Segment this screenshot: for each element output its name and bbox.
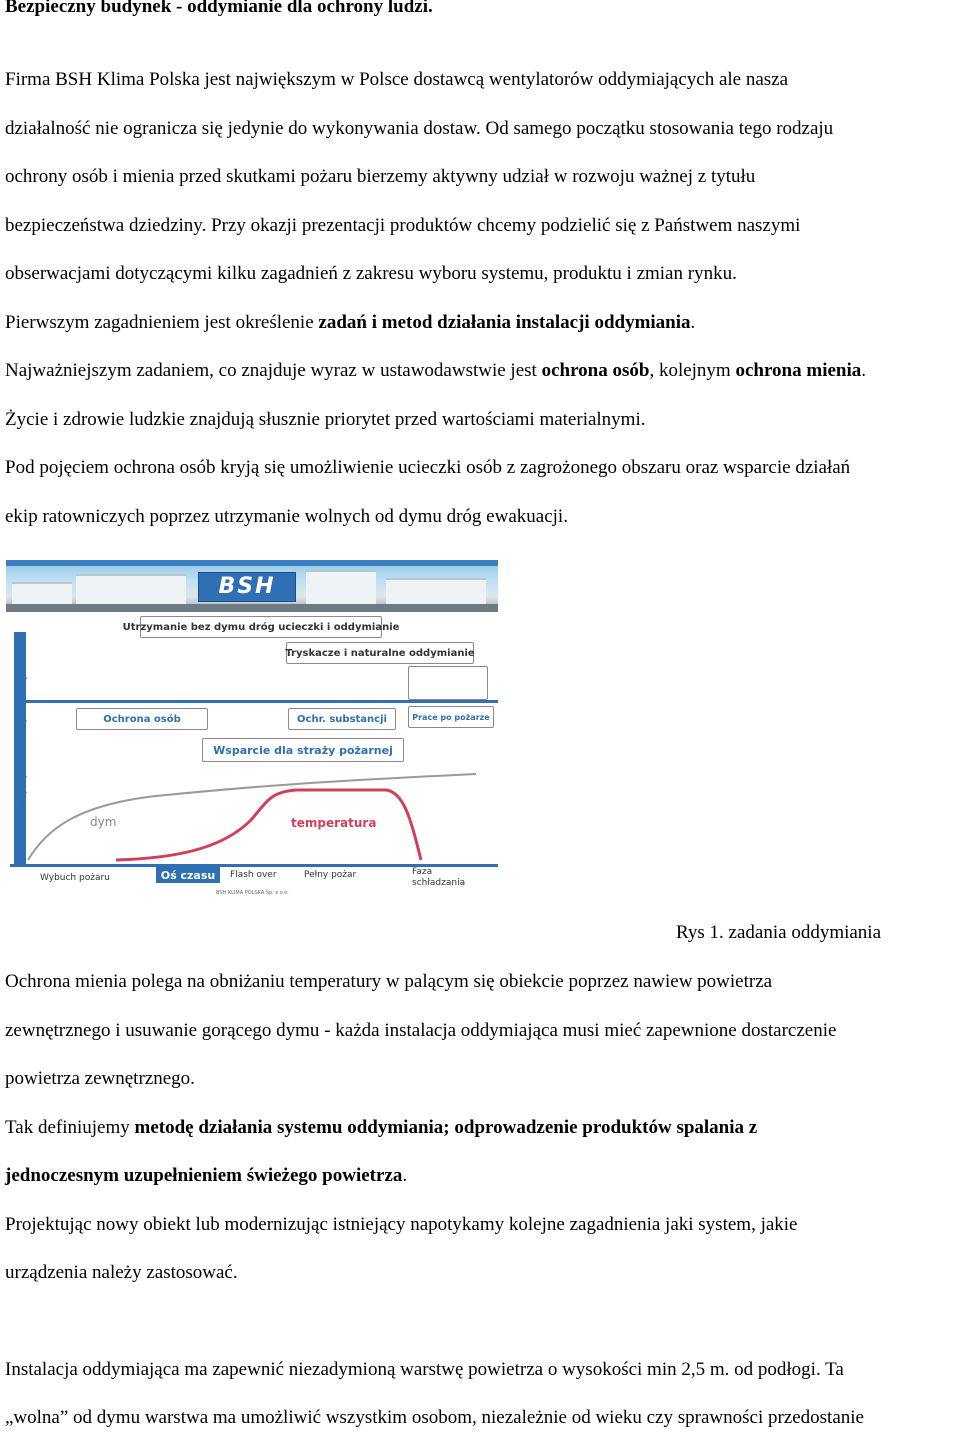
people-protection-line-2: ekip ratowniczych poprzez utrzymanie wolnych od dymu dróg ewakuacji. [5, 506, 568, 527]
box-post-fire-work: Prace po pożarze [408, 706, 494, 728]
box-people-protection: Ochrona osób [76, 708, 208, 730]
axis-label-time: Oś czasu [156, 867, 220, 883]
bold-text: ochrona mienia [735, 360, 862, 381]
method-line-1 [5, 1116, 757, 1140]
bold-text: metodę działania systemu oddymiania; odprowadzenie produktów spalania z [134, 1117, 758, 1138]
text: . [402, 1165, 408, 1186]
curves-graphic [6, 560, 498, 898]
bsh-logo: BSH [198, 572, 296, 602]
figure-caption: Rys 1. zadania oddymiania [676, 922, 882, 943]
box-sprinklers: Tryskacze i naturalne oddymianie [286, 642, 474, 664]
vertical-axis-label: Rozwój dymu i temperatury [16, 673, 28, 830]
axis-label-fire-start: Wybuch pożaru [40, 873, 110, 883]
intro-line-3: ochrony osób i mienia przed skutkami pożaru bierzemy aktywny udział w rozwoju ważnej z tytułu [5, 166, 756, 187]
line-first-issue [5, 311, 695, 335]
figure-footer: BSH KLIMA POLSKA Sp. z o.o. [216, 890, 289, 896]
property-protection-line-2: zewnętrznego i usuwanie gorącego dymu - każda instalacja oddymiająca musi mieć zapewnione dostarczenie [5, 1020, 837, 1041]
intro-line-5: obserwacjami dotyczącymi kilku zagadnień z zakresu wyboru systemu, produktu i zmian rynku. [5, 263, 737, 284]
intro-line-2: działalność nie ogranicza się jedynie do wykonywania dostaw. Od samego początku stosowania tego rodzaju [5, 118, 834, 139]
bold-text: zadań i metod działania instalacji oddymiania [318, 312, 691, 333]
axis-label-full-fire: Pełny pożar [304, 870, 357, 880]
line-life-priority: Życie i zdrowie ludzkie znajdują słusznie priorytet przed wartościami materialnymi. [5, 409, 646, 430]
property-protection-line-3: powietrza zewnętrznego. [5, 1068, 195, 1089]
line-main-task [5, 359, 866, 383]
intro-line-4: bezpieczeństwa dziedziny. Przy okazji prezentacji produktów chcemy podzielić się z Państwem naszymi [5, 215, 801, 236]
box-fire-brigade-support: Wsparcie dla straży pożarnej [202, 738, 404, 762]
axis-label-cooling-phase: Faza schładzania [412, 867, 466, 888]
smoke-curve-label: dym [90, 815, 117, 829]
intro-line-1: Firma BSH Klima Polska jest największym w Polsce dostawcą wentylatorów oddymiających ale nasza [5, 69, 789, 90]
bold-text: jednoczesnym uzupełnieniem świeżego powietrza [5, 1165, 403, 1186]
text: . [690, 312, 696, 333]
installation-line-2: „wolna” od dymu warstwa ma umożliwić wszystkim osobom, niezależnie od wieku czy sprawności przedostanie [5, 1407, 864, 1428]
text: Najważniejszym zadaniem, co znajduje wyraz w ustawodawstwie jest [5, 360, 542, 381]
axis-label-flash-over: Flash over [230, 870, 277, 880]
temperature-curve-label: temperatura [291, 816, 377, 830]
bold-text: ochrona osób [541, 360, 650, 381]
method-line-2 [5, 1164, 407, 1188]
text: Pierwszym zagadnieniem jest określenie [5, 312, 319, 333]
box-substance-protection: Ochr. substancji [288, 708, 396, 730]
text: , kolejnym [649, 360, 736, 381]
property-protection-line-1: Ochrona mienia polega na obniżaniu temperatury w palącym się obiekcie poprzez nawiew powietrza [5, 971, 773, 992]
page-title: Bezpieczny budynek - oddymianie dla ochrony ludzi. [5, 0, 433, 17]
text: Tak definiujemy [5, 1117, 135, 1138]
installation-line-1: Instalacja oddymiająca ma zapewnić niezadymioną warstwę powietrza o wysokości min 2,5 m. od podłogi. Ta [5, 1359, 844, 1380]
text: . [861, 360, 867, 381]
design-line-1: Projektując nowy obiekt lub modernizując istniejący napotykamy kolejne zagadnienia jaki system, jakie [5, 1214, 798, 1235]
smoke-extraction-diagram [6, 560, 498, 898]
box-smoke-free-escape-routes: Utrzymanie bez dymu dróg ucieczki i oddymianie [140, 616, 382, 638]
people-protection-line-1: Pod pojęciem ochrona osób kryją się umożliwienie ucieczki osób z zagrożonego obszaru oraz wsparcie działań [5, 457, 851, 478]
design-line-2: urządzenia należy zastosować. [5, 1262, 238, 1283]
